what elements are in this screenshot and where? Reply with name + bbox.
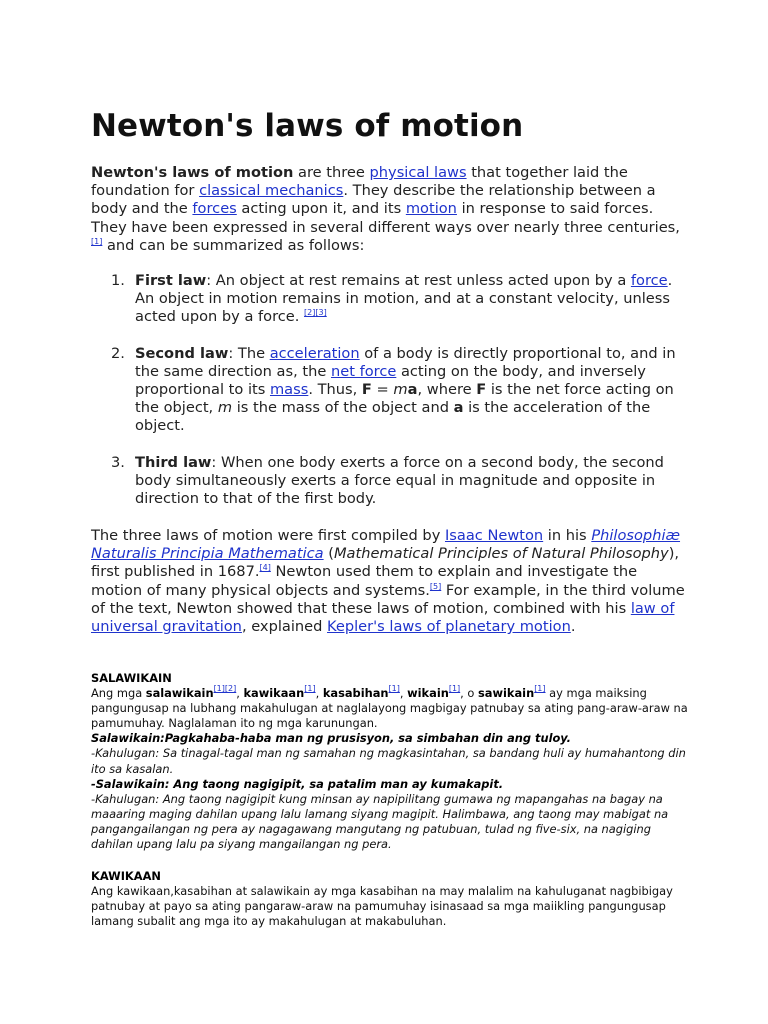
citation[interactable] xyxy=(214,684,237,693)
text: ( xyxy=(323,545,334,563)
text: : The xyxy=(228,344,270,362)
text: of a body is directly proportional to, and in the same direction as, the xyxy=(135,344,676,380)
link-acceleration[interactable]: acceleration xyxy=(269,344,360,362)
citation-link[interactable]: [1] xyxy=(448,684,461,694)
example-text: -Salawikain: Ang taong nagigipit, sa patalim man ay kumakapit. xyxy=(91,776,504,791)
kawikaan-section xyxy=(91,869,691,929)
text: : An object at rest remains at rest unless acted upon by a xyxy=(206,272,631,289)
salawikain-section xyxy=(91,671,691,852)
salawikain-example-1-meaning: -Kahulugan: Sa tinagal-tagal man ng samahan ng magkasintahan, sa bandang huli ay humahantong din ito sa kasalan. xyxy=(91,746,686,776)
formula-F: F xyxy=(361,381,372,399)
text: , xyxy=(236,686,244,701)
text: , o xyxy=(460,686,479,701)
translation-title: Mathematical Principles of Natural Philosophy xyxy=(333,545,669,563)
text: ), first published in 1687. xyxy=(91,545,680,581)
link-force[interactable]: force xyxy=(630,272,668,289)
salawikain-definition xyxy=(91,686,691,731)
text: , xyxy=(315,686,323,701)
list-number: 1. xyxy=(111,272,125,289)
term: salawikain xyxy=(145,686,214,701)
salawikain-heading: SALAWIKAIN xyxy=(91,671,172,685)
text: For example, in the third volume of the text, Newton showed that these laws of motion, combined with his xyxy=(91,581,685,617)
citation-link[interactable]: [1] xyxy=(388,684,400,694)
text: ay mga maiksing pangungusap na lubhang makahulugan at naglalayong magbigay patnubay sa ating pang-araw-araw na pamumuhay. Naglalaman ito ng mga karunungan. xyxy=(91,686,688,731)
text: acting on the body, and inversely proportional to its xyxy=(135,362,646,399)
text: that together laid the foundation for xyxy=(91,164,628,200)
citation-link[interactable]: [2] xyxy=(304,308,316,318)
link-universal-gravitation[interactable]: law of universal gravitation xyxy=(91,599,675,636)
text: acting upon it, and its xyxy=(236,200,406,218)
text: . xyxy=(570,618,576,636)
formula-a: a xyxy=(453,399,464,417)
text: Newton used them to explain and investigate the motion of many physical objects and systems. xyxy=(91,563,638,599)
kawikaan-heading: KAWIKAAN xyxy=(91,869,161,883)
salawikain-example-2-meaning: -Kahulugan: Ang taong nagigipit kung minsan ay napipilitang gumawa ng mapangahas na bagay na maaaring maging dahilan upang lalu lamang siyang magipit. Halimbawa, ang taong may mabigat na pangangailangan ng pera ay nagagawang mangutang ng patubuan, tulad ng five-six, na nagiging dahilan upang lalu pa siyang mangailangan ng pera. xyxy=(91,791,669,852)
citation[interactable] xyxy=(389,684,400,693)
citation-link[interactable]: [1] xyxy=(304,684,316,694)
citation-link[interactable]: [1] xyxy=(534,684,546,694)
text: is the mass of the object and xyxy=(232,399,454,417)
salawikain-example-2 xyxy=(91,777,691,792)
link-keplers-laws[interactable]: Kepler's laws of planetary motion xyxy=(327,618,571,636)
history-paragraph xyxy=(91,527,691,636)
citation-5[interactable] xyxy=(430,582,441,591)
text: . They describe the relationship between a body and the xyxy=(91,182,656,218)
citation[interactable] xyxy=(534,684,545,693)
citation-4[interactable] xyxy=(260,563,271,572)
text: , where xyxy=(417,381,477,399)
citation[interactable] xyxy=(304,684,315,693)
text: is the net force acting on the object, xyxy=(135,381,674,417)
laws-list xyxy=(91,272,691,526)
list-item-third-law xyxy=(91,454,691,509)
text: in response to said forces. They have been expressed in several different ways over nearly three centuries, xyxy=(91,200,680,236)
link-principia[interactable]: Philosophiæ Naturalis Principia Mathematica xyxy=(91,527,681,563)
text: and can be summarized as follows: xyxy=(102,236,365,254)
law-name: Second law xyxy=(135,344,229,362)
link-isaac-newton[interactable]: Isaac Newton xyxy=(444,527,544,544)
link-motion[interactable]: motion xyxy=(405,200,457,218)
formula-m: m xyxy=(393,381,408,399)
text: , xyxy=(399,686,408,701)
text: = xyxy=(371,381,394,399)
text: Ang mga xyxy=(91,686,146,701)
formula-F: F xyxy=(476,381,487,399)
text: The three laws of motion were first compiled by xyxy=(91,527,445,544)
term: kasabihan xyxy=(322,686,389,701)
citation-2-3[interactable] xyxy=(304,308,327,317)
text: , explained xyxy=(241,618,328,636)
term: kawikaan xyxy=(243,686,305,701)
citation-1[interactable] xyxy=(91,237,102,246)
law-name: First law xyxy=(135,272,207,289)
text: is the acceleration of the object. xyxy=(135,399,651,435)
text: : When one body exerts a force on a second body, the second body simultaneously exerts a force equal in magnitude and opposite in direction to that of the first body. xyxy=(135,453,664,508)
citation[interactable] xyxy=(449,684,460,693)
list-number: 3. xyxy=(111,453,125,471)
list-number: 2. xyxy=(111,344,125,362)
text: . Thus, xyxy=(308,381,362,399)
page-title: Newton's laws of motion xyxy=(91,108,524,144)
formula-m: m xyxy=(217,399,233,417)
term: wikain xyxy=(407,686,449,701)
citation-link[interactable]: [5] xyxy=(429,581,442,591)
citation-link[interactable]: [3] xyxy=(315,308,327,318)
term: sawikain xyxy=(478,686,535,701)
salawikain-example-1 xyxy=(91,731,691,746)
link-mass[interactable]: mass xyxy=(269,381,309,399)
intro-bold-lead: Newton's laws of motion xyxy=(91,164,294,181)
link-net-force[interactable]: net force xyxy=(330,362,397,380)
kawikaan-text: Ang kawikaan,kasabihan at salawikain ay mga kasabihan na may malalim na kahuluganat nagbibigay patnubay at payo sa ating pangaraw-araw na pamumuhay isinasaad sa mga maiikling pangungusap lamang subalit ang mga ito ay makahulugan at makabuluhan. xyxy=(91,884,673,929)
citation-link[interactable]: [1][2] xyxy=(213,684,237,694)
example-text: Salawikain:Pagkahaba-haba man ng prusisyon, sa simbahan din ang tuloy. xyxy=(91,731,572,746)
intro-paragraph xyxy=(91,164,691,255)
citation-link[interactable]: [1] xyxy=(91,236,103,246)
text: . An object in motion remains in motion, and at a constant velocity, unless acted upon by a force. xyxy=(135,272,673,326)
text: are three xyxy=(293,164,370,181)
link-classical-mechanics[interactable]: classical mechanics xyxy=(199,182,344,200)
link-forces[interactable]: forces xyxy=(192,200,237,218)
list-item-second-law xyxy=(91,345,691,436)
law-name: Third law xyxy=(135,453,212,471)
text: in his xyxy=(543,527,592,544)
link-physical-laws[interactable]: physical laws xyxy=(369,164,467,181)
formula-a: a xyxy=(407,381,418,399)
citation-link[interactable]: [4] xyxy=(259,563,271,573)
list-item-first-law xyxy=(91,272,691,327)
